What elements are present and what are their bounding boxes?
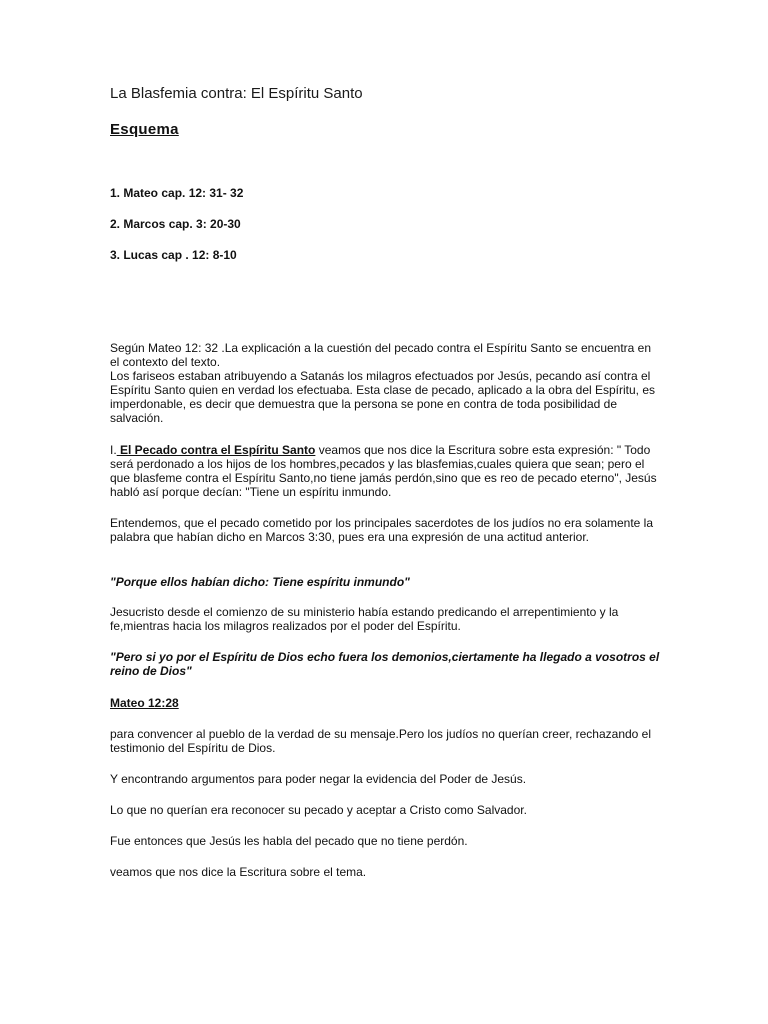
esquema-heading: Esquema bbox=[110, 121, 179, 138]
convencer-paragraph: para convencer al pueblo de la verdad de su mensaje.Pero los judíos no querían creer, rechazando el testimonio del Espíritu de Dios. bbox=[110, 727, 652, 755]
veamos-paragraph: veamos que nos dice la Escritura sobre el tema. bbox=[110, 865, 367, 879]
entendemos-paragraph: Entendemos, que el pecado cometido por los principales sacerdotes de los judíos no era solamente la palabra que habían dicho en Marcos 3:30, pues era una expresión de una actitud anterior. bbox=[110, 516, 653, 544]
section-1-heading: El Pecado contra el Espíritu Santo bbox=[116, 443, 316, 457]
outline-item-3: 3. Lucas cap . 12: 8-10 bbox=[110, 248, 237, 262]
section-1-prefix: I. bbox=[110, 443, 117, 457]
quote-2: "Pero si yo por el Espíritu de Dios echo fuera los demonios,ciertamente ha llegado a vosotros el reino de Dios" bbox=[110, 650, 660, 678]
section-1-paragraph bbox=[110, 443, 660, 499]
intro-line-1: Según Mateo 12: 32 .La explicación a la cuestión del pecado contra el Espíritu Santo se encuentra en el contexto del texto. bbox=[110, 341, 652, 369]
mateo-reference: Mateo 12:28 bbox=[110, 696, 179, 710]
intro-paragraph bbox=[110, 341, 660, 425]
fue-entonces-paragraph: Fue entonces que Jesús les habla del pecado que no tiene perdón. bbox=[110, 834, 468, 848]
intro-line-2: Los fariseos estaban atribuyendo a Satanás los milagros efectuados por Jesús, pecando así contra el Espíritu Santo quien en verdad los efectuaba. Esta clase de pecado, aplicado a la obra del Espíritu, es imperdonable, es decir que demuestra que la persona se pone en contra de toda posibilidad de salvación. bbox=[110, 369, 656, 425]
encontrando-paragraph: Y encontrando argumentos para poder negar la evidencia del Poder de Jesús. bbox=[110, 772, 527, 786]
document-title: La Blasfemia contra: El Espíritu Santo bbox=[110, 85, 363, 102]
lo-que-paragraph: Lo que no querían era reconocer su pecado y aceptar a Cristo como Salvador. bbox=[110, 803, 527, 817]
quote-1: "Porque ellos habían dicho: Tiene espíritu inmundo" bbox=[110, 575, 410, 589]
outline-item-2: 2. Marcos cap. 3: 20-30 bbox=[110, 217, 241, 231]
outline-item-1: 1. Mateo cap. 12: 31- 32 bbox=[110, 186, 244, 200]
jesucristo-paragraph: Jesucristo desde el comienzo de su ministerio había estando predicando el arrepentimiento y la fe,mientras hacia los milagros realizados por el poder del Espíritu. bbox=[110, 605, 619, 633]
section-1-text: veamos que nos dice la Escritura sobre esta expresión: " Todo será perdonado a los hijos de los hombres,pecados y las blasfemias,cuales quiera que sean; pero el que blasfeme contra el Espíritu Santo,no tiene jamás perdón,sino que es reo de pecado eterno", Jesús habló así porque decían: "Tiene un espíritu inmundo. bbox=[110, 443, 657, 499]
